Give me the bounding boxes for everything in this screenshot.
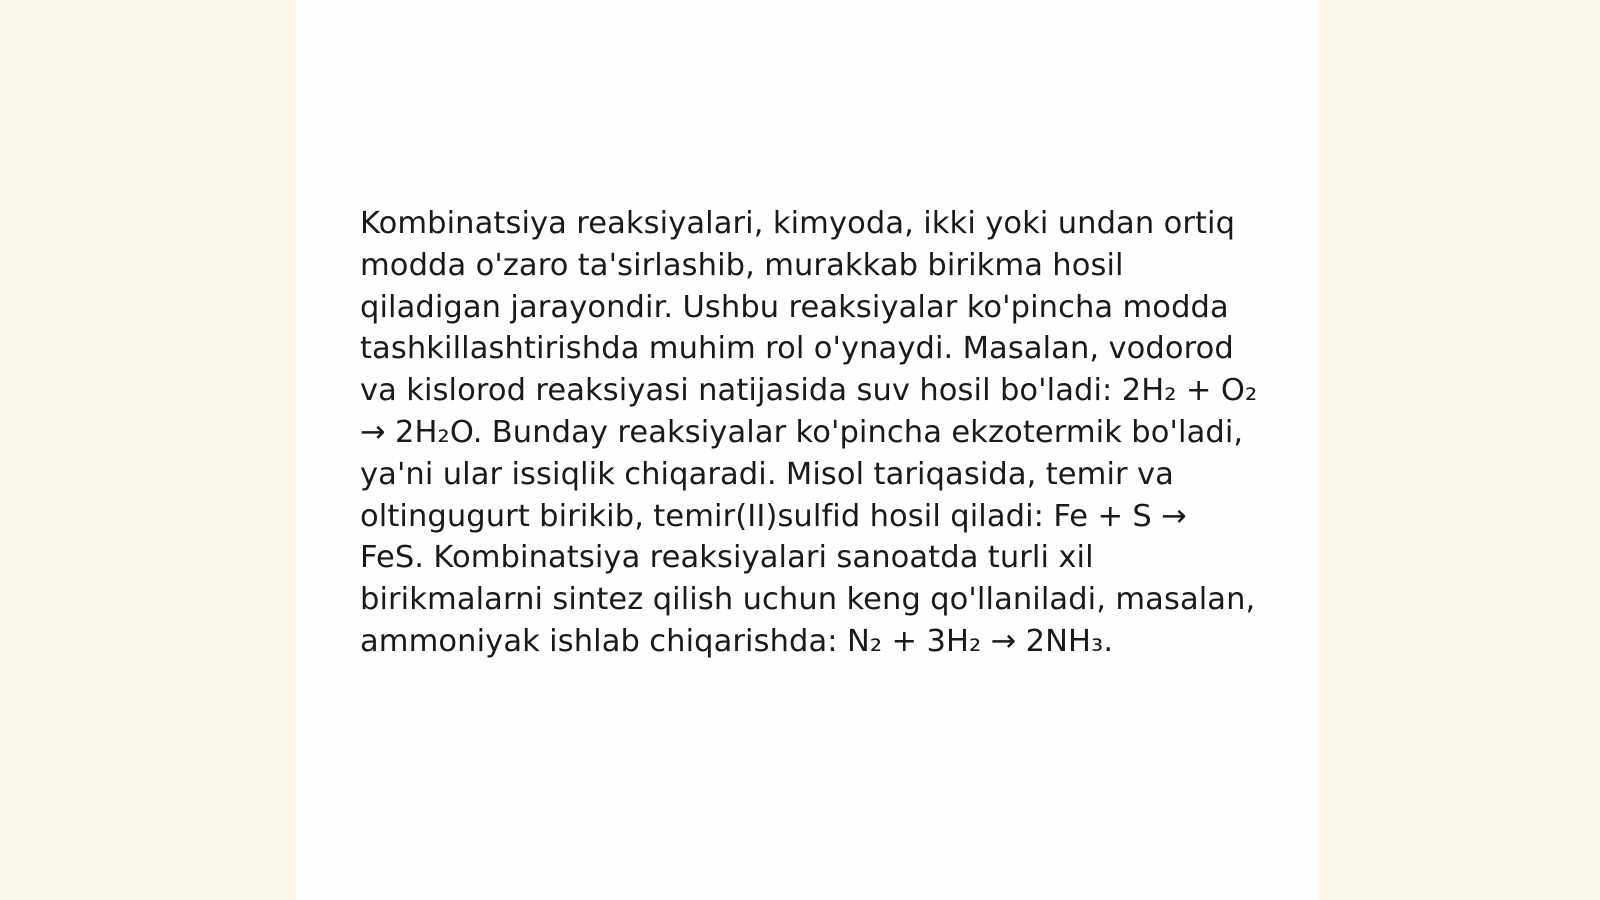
slide-panel [296, 0, 1318, 900]
slide-body-text: Kombinatsiya reaksiyalari, kimyoda, ikki yoki undan ortiq modda o'zaro ta'sirlashib, murakkab birikma hosil qiladigan jarayondir. Ushbu reaksiyalar ko'pincha modda tashkillashtirishda muhim rol o'ynaydi. Masalan, vodorod va kislorod reaksiyasi natijasida suv hosil bo'ladi: 2H₂ + O₂ → 2H₂O. Bunday reaksiyalar ko'pincha ekzotermik bo'ladi, ya'ni ular issiqlik chiqaradi. Misol tariqasida, temir va oltingugurt birikib, temir(II)sulfid hosil qiladi: Fe + S → FeS. Kombinatsiya reaksiyalari sanoatda turli xil birikmalarni sintez qilish uchun keng qo'llaniladi, masalan, ammoniyak ishlab chiqarishda: N₂ + 3H₂ → 2NH₃. [360, 206, 1258, 659]
